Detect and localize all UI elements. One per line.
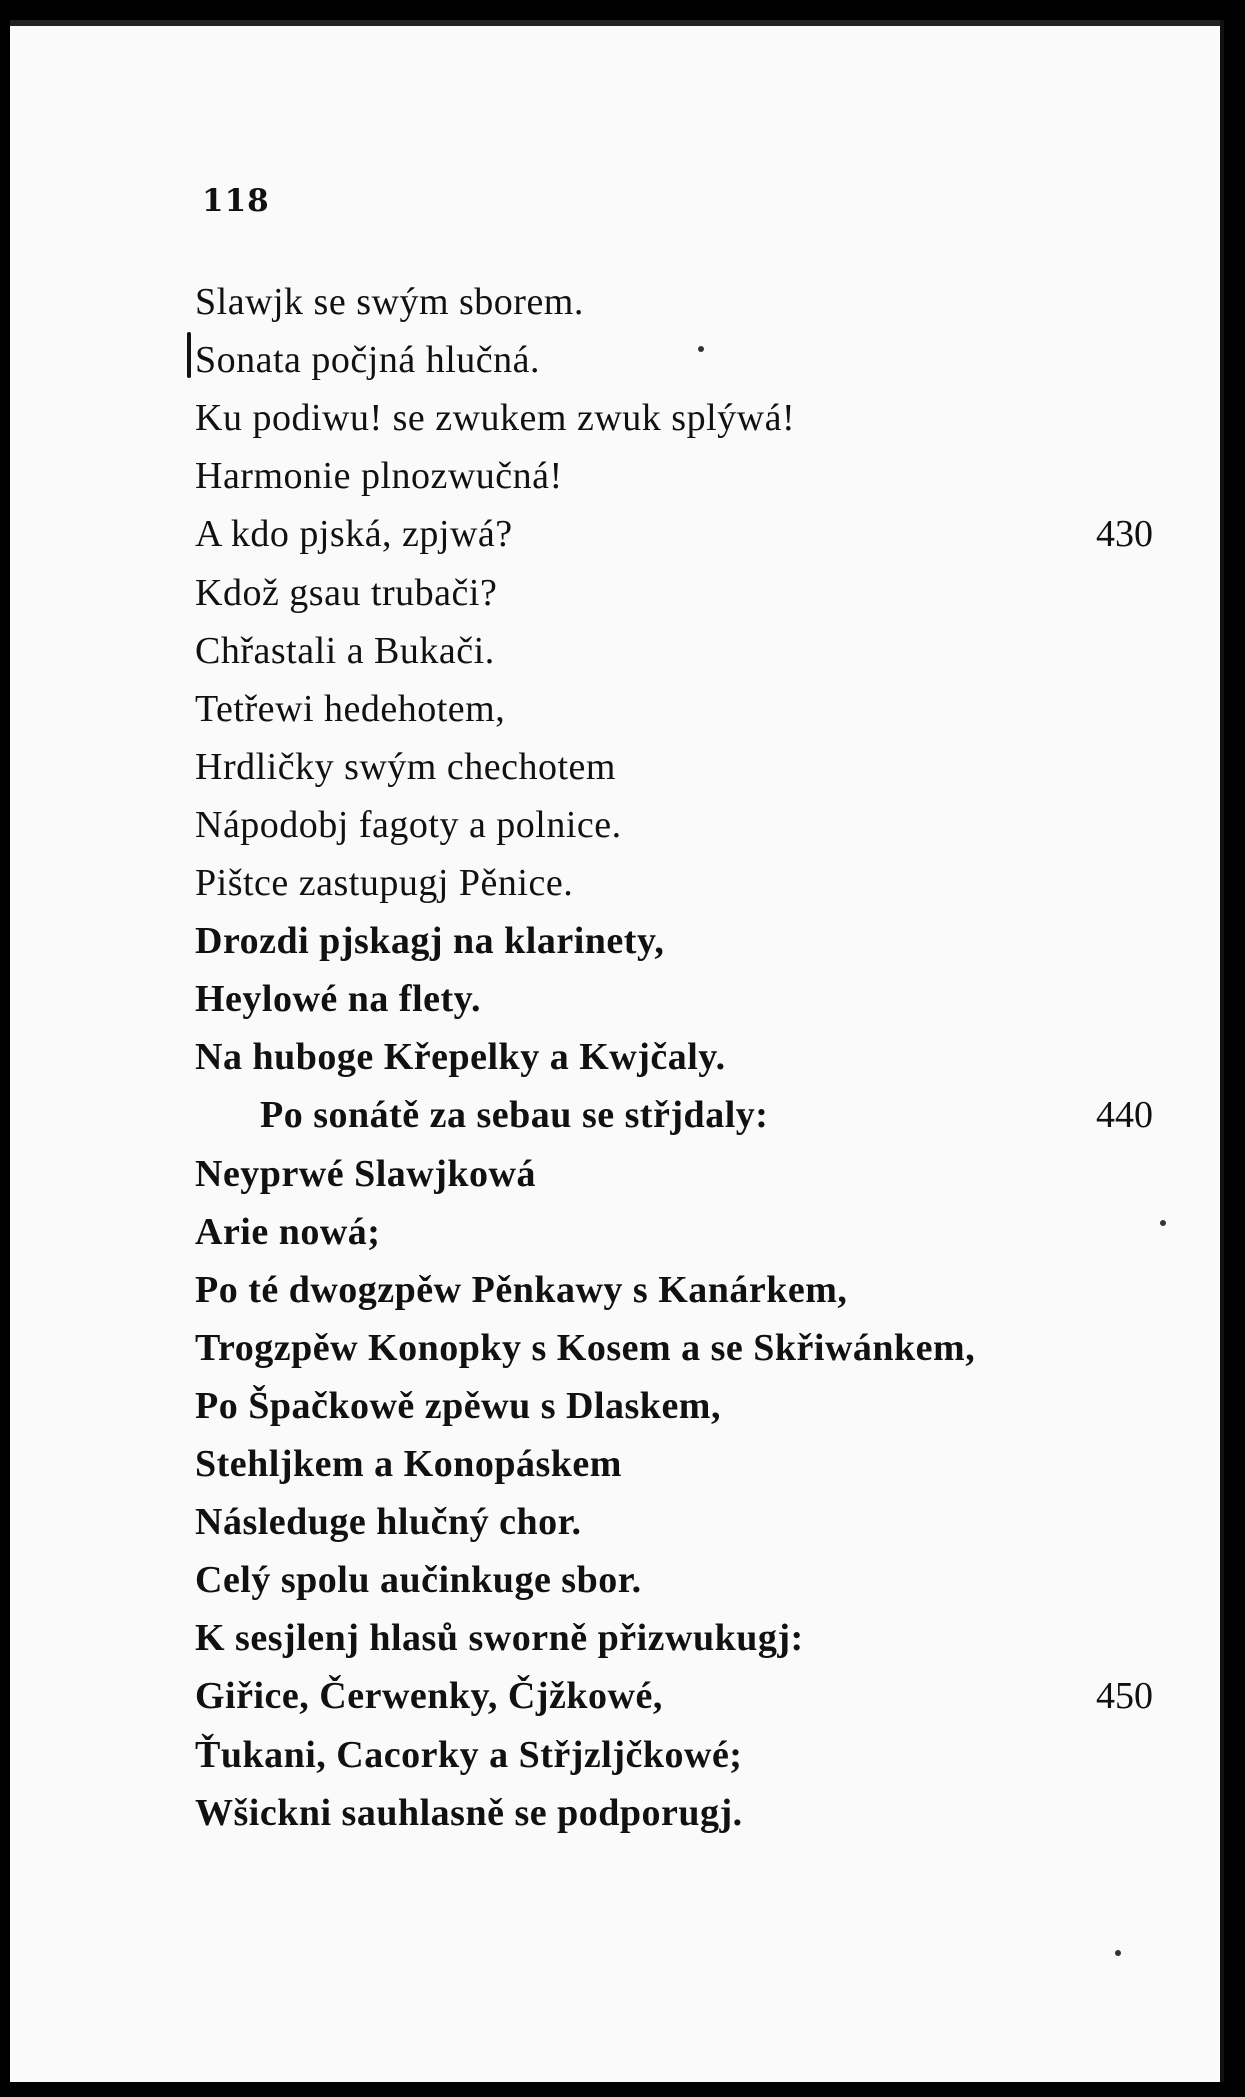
verse-text: Wšickni sauhlasně se podporugj. xyxy=(195,1791,743,1834)
poem-line xyxy=(10,1204,1220,1261)
verse-text: Drozdi pjskagj na klarinety, xyxy=(195,920,665,963)
verse-text: Následuge hlučný chor. xyxy=(195,1501,582,1544)
line-number: 450 xyxy=(1096,1675,1153,1718)
poem-line xyxy=(10,565,1220,622)
line-number: 430 xyxy=(1096,513,1153,556)
verse-text: Na huboge Křepelky a Kwjčaly. xyxy=(195,1036,726,1079)
verse-text: Trogzpěw Konopky s Kosem a se Skřiwánkem, xyxy=(195,1326,976,1369)
verse-text: Chřastali a Bukači. xyxy=(195,629,495,672)
verse-text: Heylowé na flety. xyxy=(195,978,482,1021)
verse-text: Po sonátě za sebau se střjdaly: xyxy=(260,1094,769,1137)
poem-line xyxy=(10,1668,1220,1725)
verse-text: Sonata počjná hlučná. xyxy=(195,339,541,382)
verse-text: Neyprwé Slawjkowá xyxy=(195,1152,536,1195)
verse-text: Pištce zastupugj Pěnice. xyxy=(195,862,574,904)
verse-text: Po té dwogzpěw Pěnkawy s Kanárkem, xyxy=(195,1268,848,1311)
verse-text: Kdož gsau trubači? xyxy=(195,571,498,614)
poem-line xyxy=(10,1378,1220,1435)
poem-line xyxy=(10,332,1220,389)
poem-line xyxy=(10,1552,1220,1609)
poem-line xyxy=(10,506,1220,563)
poem-line xyxy=(10,1610,1220,1667)
verse-text: Stehljkem a Konopáskem xyxy=(195,1443,622,1485)
verse-text: Slawjk se swým sborem. xyxy=(195,281,584,323)
verse-text: K sesjlenj hlasů sworně přizwukugj: xyxy=(195,1617,804,1660)
ink-speck xyxy=(1115,1950,1121,1956)
verse-text: Nápodobj fagoty a polnice. xyxy=(195,803,622,846)
poem-line xyxy=(10,1087,1220,1144)
verse-text: A kdo pjská, zpjwá? xyxy=(195,513,513,556)
poem-line xyxy=(10,739,1220,796)
poem-line xyxy=(10,1320,1220,1377)
poem-line xyxy=(10,1146,1220,1203)
verse-text: Tetřewi hedehotem, xyxy=(195,687,506,730)
verse-text: Ku podiwu! se zwukem zwuk splýwá! xyxy=(195,397,796,440)
poem-line xyxy=(10,913,1220,970)
poem-line xyxy=(10,1029,1220,1086)
poem-line xyxy=(10,623,1220,680)
poem-line xyxy=(10,1494,1220,1551)
verse-text: Celý spolu aučinkuge sbor. xyxy=(195,1559,642,1602)
line-number: 440 xyxy=(1096,1094,1153,1137)
poem-line xyxy=(10,390,1220,447)
poem-line xyxy=(10,797,1220,854)
poem-line xyxy=(10,274,1220,331)
page-top-edge xyxy=(10,20,1220,26)
page-number: 118 xyxy=(202,183,270,219)
poem-line xyxy=(10,1262,1220,1319)
verse-text: Giřice, Čerwenky, Čjžkowé, xyxy=(195,1675,663,1718)
poem-line xyxy=(10,448,1220,505)
verse-text: Arie nowá; xyxy=(195,1210,381,1253)
poem-line xyxy=(10,1436,1220,1493)
poem-line xyxy=(10,1785,1220,1842)
book-page xyxy=(10,20,1224,2082)
poem-line xyxy=(10,855,1220,912)
poem-line xyxy=(10,681,1220,738)
verse-text: Hrdličky swým chechotem xyxy=(195,745,616,788)
poem-line xyxy=(10,1727,1220,1784)
verse-text: Ťukani, Cacorky a Střjzljčkowé; xyxy=(195,1733,743,1776)
verse-text: Harmonie plnozwučná! xyxy=(195,455,563,498)
verse-text: Po Špačkowě zpěwu s Dlaskem, xyxy=(195,1384,721,1427)
poem-line xyxy=(10,971,1220,1028)
